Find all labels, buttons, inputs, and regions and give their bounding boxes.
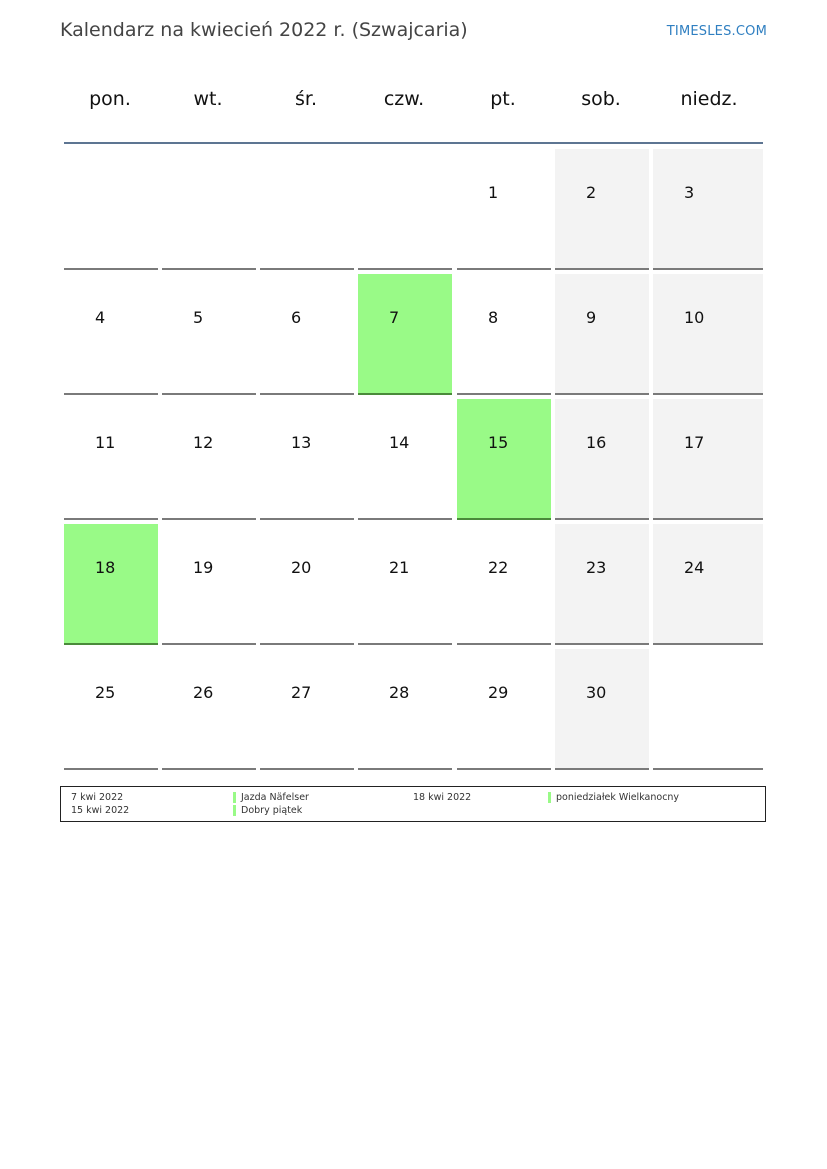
day-cell[interactable] (653, 149, 763, 270)
weekday-mon: pon. (89, 88, 131, 110)
day-cell[interactable] (555, 649, 649, 770)
day-number: 3 (684, 183, 695, 202)
day-cell[interactable] (457, 524, 551, 645)
day-cell[interactable] (162, 399, 256, 520)
day-number: 18 (95, 558, 116, 577)
day-cell[interactable] (260, 274, 354, 395)
legend-color-swatch (548, 792, 551, 803)
day-number: 13 (291, 433, 312, 452)
day-number: 27 (291, 683, 312, 702)
legend-color-swatch (233, 792, 236, 803)
day-number: 15 (488, 433, 509, 452)
day-number: 23 (586, 558, 607, 577)
weekday-wed: śr. (294, 88, 317, 110)
brand-link[interactable]: TIMESLES.COM (666, 24, 767, 39)
day-cell[interactable] (555, 149, 649, 270)
weekday-header (63, 88, 763, 118)
day-cell[interactable] (457, 399, 551, 520)
day-number: 16 (586, 433, 607, 452)
legend-holiday-name: poniedziałek Wielkanocny (556, 792, 680, 803)
day-number: 12 (193, 433, 214, 452)
day-number: 7 (389, 308, 400, 327)
day-cell[interactable] (653, 399, 763, 520)
day-cell[interactable] (162, 649, 256, 770)
day-cell[interactable] (358, 399, 452, 520)
weekday-fri: pt. (490, 88, 516, 110)
day-number: 14 (389, 433, 410, 452)
legend-date: 18 kwi 2022 (413, 792, 472, 803)
weekday-sat: sob. (581, 88, 621, 110)
empty-day-cell (162, 149, 256, 270)
day-cell[interactable] (555, 399, 649, 520)
holiday-legend (60, 786, 766, 822)
day-cell[interactable] (162, 524, 256, 645)
empty-day-cell (358, 149, 452, 270)
day-cell[interactable] (358, 524, 452, 645)
day-number: 8 (488, 308, 499, 327)
day-cell[interactable] (64, 524, 158, 645)
day-cell[interactable] (162, 274, 256, 395)
day-number: 22 (488, 558, 509, 577)
weekday-sun: niedz. (680, 88, 738, 110)
weekday-thu: czw. (383, 88, 425, 110)
day-number: 28 (389, 683, 410, 702)
day-number: 19 (193, 558, 214, 577)
page-title: Kalendarz na kwiecień 2022 r. (Szwajcaria) (60, 19, 468, 41)
day-cell[interactable] (653, 524, 763, 645)
weekday-tue: wt. (193, 88, 223, 110)
header-divider (64, 142, 763, 144)
empty-day-cell (260, 149, 354, 270)
day-number: 11 (95, 433, 116, 452)
day-number: 30 (586, 683, 607, 702)
day-number: 21 (389, 558, 410, 577)
day-cell[interactable] (457, 649, 551, 770)
day-cell[interactable] (555, 524, 649, 645)
day-number: 29 (488, 683, 509, 702)
day-number: 26 (193, 683, 214, 702)
day-cell[interactable] (260, 524, 354, 645)
day-number: 4 (95, 308, 106, 327)
day-cell[interactable] (358, 274, 452, 395)
day-number: 9 (586, 308, 597, 327)
legend-date: 15 kwi 2022 (71, 805, 130, 816)
day-cell[interactable] (653, 274, 763, 395)
empty-day-cell (64, 149, 158, 270)
day-number: 17 (684, 433, 705, 452)
legend-holiday-name: Jazda Näfelser (241, 792, 309, 803)
day-number: 24 (684, 558, 705, 577)
day-number: 1 (488, 183, 499, 202)
day-cell[interactable] (358, 649, 452, 770)
day-number: 6 (291, 308, 302, 327)
legend-date: 7 kwi 2022 (71, 792, 124, 803)
day-cell[interactable] (64, 649, 158, 770)
day-cell[interactable] (64, 274, 158, 395)
day-cell[interactable] (260, 399, 354, 520)
legend-holiday-name: Dobry piątek (241, 805, 303, 816)
day-cell[interactable] (260, 649, 354, 770)
day-cell[interactable] (64, 399, 158, 520)
day-number: 25 (95, 683, 116, 702)
day-cell[interactable] (457, 274, 551, 395)
day-number: 20 (291, 558, 312, 577)
empty-day-cell (653, 649, 763, 770)
day-number: 5 (193, 308, 204, 327)
day-cell[interactable] (457, 149, 551, 270)
day-cell[interactable] (555, 274, 649, 395)
day-number: 2 (586, 183, 597, 202)
day-number: 10 (684, 308, 705, 327)
legend-color-swatch (233, 805, 236, 816)
